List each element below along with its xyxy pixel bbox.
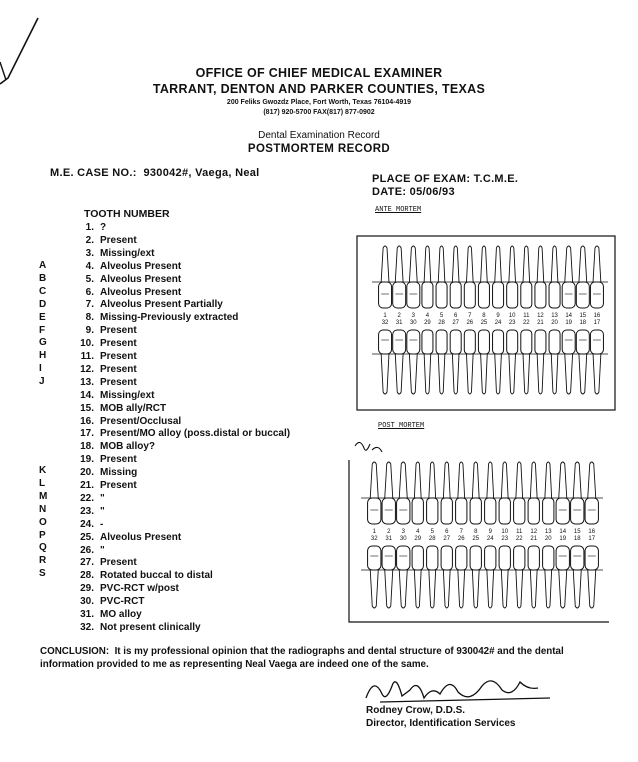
primary-tooth-letter: O — [39, 516, 47, 528]
tooth-description: Missing/ext — [100, 247, 155, 259]
tooth-number: 25. — [80, 531, 94, 543]
tooth-description: " — [100, 544, 105, 556]
upper-tooth — [393, 246, 406, 308]
record-subtype: POSTMORTEM RECORD — [247, 143, 391, 155]
upper-tooth-number: 6 — [445, 529, 449, 535]
upper-tooth-number: 9 — [488, 529, 492, 535]
tooth-number: 23. — [80, 505, 94, 517]
tooth-description: Not present clinically — [100, 621, 201, 633]
upper-tooth — [441, 462, 452, 524]
tooth-number: 14. — [80, 389, 94, 401]
tooth-number: 6. — [85, 286, 94, 298]
lower-tooth-number: 25 — [480, 320, 488, 326]
upper-tooth — [412, 462, 423, 524]
upper-tooth — [528, 462, 539, 524]
tooth-number: 32. — [80, 621, 94, 633]
primary-tooth-letter: H — [39, 350, 47, 362]
tooth-number: 20. — [80, 467, 94, 479]
tooth-number: 31. — [80, 609, 94, 620]
tooth-description: MOB alloy? — [100, 441, 156, 453]
lower-tooth — [493, 330, 504, 394]
tooth-number: 30. — [80, 596, 94, 608]
conclusion-text: It is my professional opinion that the radiographs and dental structure of 930042# and the dental information provided to me as representing Neal Vaega are indeed one of the same. — [40, 646, 564, 670]
upper-tooth-number: 3 — [411, 313, 415, 319]
lower-tooth-number: 28 — [428, 536, 436, 542]
primary-tooth-letter: S — [39, 568, 46, 580]
upper-tooth — [485, 462, 496, 524]
tooth-description: Present — [100, 234, 137, 246]
tooth-number: 5. — [85, 273, 94, 285]
office-address: 200 Feliks Gwozdz Place, Fort Worth, Texas 76104-4919 — [226, 99, 412, 106]
case-number — [50, 167, 260, 179]
lower-tooth-number: 30 — [399, 536, 407, 542]
lower-tooth — [507, 330, 518, 394]
upper-tooth — [507, 246, 518, 308]
tooth-number: 1. — [85, 222, 94, 233]
tooth-description: Present/MO alloy (poss.distal or buccal) — [100, 428, 291, 440]
upper-tooth-number: 1 — [383, 313, 387, 319]
lower-tooth-number: 23 — [508, 320, 516, 326]
place-label: PLACE OF EXAM: — [372, 173, 471, 185]
tooth-number: 7. — [85, 299, 94, 311]
tooth-description: PVC-RCT — [100, 596, 145, 608]
lower-tooth — [450, 330, 461, 394]
lower-tooth-number: 26 — [466, 320, 474, 326]
lower-tooth — [521, 330, 532, 394]
tooth-description: Present/Occlusal — [100, 415, 182, 427]
tooth-description: MO alloy — [100, 609, 142, 620]
lower-tooth-number: 32 — [370, 536, 378, 542]
tooth-description: Alveolus Present — [100, 531, 182, 543]
tooth-description: Rotated buccal to distal — [100, 570, 213, 582]
upper-tooth — [585, 462, 598, 524]
tooth-description: PVC-RCT w/post — [100, 583, 179, 595]
primary-tooth-letter: F — [39, 324, 46, 336]
upper-tooth-number: 2 — [387, 529, 391, 535]
lower-tooth — [485, 546, 496, 608]
lower-tooth — [585, 546, 598, 608]
lower-tooth — [576, 330, 589, 394]
lower-tooth — [368, 546, 381, 608]
signature — [360, 668, 560, 710]
ante-mortem-title: ANTE MORTEM — [375, 206, 422, 214]
lower-tooth-number: 22 — [515, 536, 523, 542]
lower-tooth-number: 28 — [438, 320, 445, 326]
tooth-number: 2. — [85, 234, 94, 246]
lower-tooth-number: 23 — [501, 536, 509, 542]
upper-tooth-number: 8 — [482, 313, 486, 319]
tooth-description: Present — [100, 363, 137, 375]
upper-tooth — [379, 246, 392, 308]
tooth-description: Present — [100, 351, 137, 362]
upper-tooth-number: 7 — [468, 313, 472, 319]
tooth-number: 11. — [80, 351, 94, 362]
primary-tooth-letter: A — [39, 260, 47, 271]
tooth-description: Alveolus Present — [100, 286, 182, 298]
lower-tooth-number: 20 — [551, 320, 558, 326]
primary-tooth-letter: Q — [39, 542, 47, 554]
upper-tooth-number: 5 — [430, 529, 434, 535]
upper-tooth — [407, 246, 420, 308]
case-value: 930042#, Vaega, Neal — [143, 167, 260, 179]
lower-tooth-number: 17 — [593, 320, 601, 326]
upper-tooth — [427, 462, 438, 524]
lower-tooth-number: 26 — [457, 536, 465, 542]
tooth-number: 4. — [85, 260, 94, 272]
upper-tooth — [549, 246, 560, 308]
upper-tooth — [382, 462, 395, 524]
upper-tooth — [368, 462, 381, 524]
upper-tooth — [450, 246, 461, 308]
tooth-number: 29. — [80, 583, 94, 595]
tooth-description: Alveolus Present — [100, 273, 182, 285]
corner-check-mark — [0, 0, 60, 95]
primary-tooth-letter: E — [39, 311, 46, 323]
primary-tooth-letter: P — [39, 529, 46, 541]
upper-tooth-number: 2 — [397, 313, 401, 319]
upper-tooth — [464, 246, 475, 308]
lower-tooth-number: 21 — [530, 536, 538, 542]
post-mortem-title: POST MORTEM — [378, 422, 425, 430]
lower-tooth-number: 31 — [395, 320, 403, 326]
primary-tooth-letter: G — [39, 337, 47, 349]
upper-tooth-number: 1 — [372, 529, 376, 535]
lower-tooth — [528, 546, 539, 608]
lower-tooth — [397, 546, 410, 608]
counties-title: TARRANT, DENTON AND PARKER COUNTIES, TEXAS — [152, 82, 486, 96]
upper-tooth — [422, 246, 433, 308]
lower-tooth — [441, 546, 452, 608]
tooth-number: 8. — [85, 312, 94, 324]
tooth-description: - — [100, 518, 104, 530]
tooth-number: 19. — [80, 454, 94, 466]
lower-tooth-number: 24 — [494, 320, 502, 326]
upper-tooth — [499, 462, 510, 524]
upper-tooth — [521, 246, 532, 308]
upper-tooth — [493, 246, 504, 308]
office-phone: (817) 920-5700 FAX(817) 877-0902 — [263, 109, 375, 116]
ante-mortem-dental-chart — [356, 222, 618, 418]
upper-tooth-number: 10 — [508, 313, 516, 319]
upper-tooth-number: 11 — [516, 529, 523, 535]
tooth-description: " — [100, 505, 105, 517]
lower-tooth-number: 18 — [579, 320, 587, 326]
tooth-description: " — [100, 492, 105, 504]
upper-tooth-number: 15 — [573, 529, 581, 535]
tooth-description: Present — [100, 454, 137, 466]
handwritten-annotation — [352, 436, 386, 466]
primary-tooth-letter: I — [39, 363, 42, 375]
lower-tooth — [470, 546, 481, 608]
tooth-number: 12. — [80, 363, 94, 375]
upper-tooth — [535, 246, 546, 308]
upper-tooth-number: 14 — [565, 313, 573, 319]
tooth-description: Missing/ext — [100, 389, 155, 401]
upper-tooth-number: 6 — [454, 313, 458, 319]
upper-tooth-number: 9 — [496, 313, 500, 319]
lower-tooth — [464, 330, 475, 394]
lower-tooth — [571, 546, 584, 608]
upper-tooth — [590, 246, 603, 308]
lower-tooth-number: 32 — [381, 320, 389, 326]
tooth-description: Present — [100, 376, 137, 388]
tooth-number-heading: TOOTH NUMBER — [84, 208, 170, 220]
tooth-number: 21. — [80, 480, 94, 491]
tooth-description: Present — [100, 325, 137, 337]
primary-tooth-letter: R — [39, 555, 47, 567]
tooth-number: 16. — [80, 415, 94, 427]
lower-tooth-number: 31 — [385, 536, 393, 542]
upper-tooth-number: 13 — [544, 529, 552, 535]
upper-tooth — [562, 246, 575, 308]
lower-tooth-number: 24 — [486, 536, 494, 542]
lower-tooth — [556, 546, 569, 608]
upper-tooth-number: 14 — [559, 529, 567, 535]
upper-tooth-number: 15 — [579, 313, 587, 319]
tooth-description: Alveolus Present — [100, 260, 182, 272]
lower-tooth — [543, 546, 554, 608]
tooth-description: ? — [100, 222, 107, 233]
upper-tooth-number: 10 — [501, 529, 509, 535]
tooth-description: Missing-Previously extracted — [100, 312, 239, 324]
lower-tooth-number: 21 — [537, 320, 544, 326]
tooth-number: 22. — [80, 492, 94, 504]
upper-tooth-number: 7 — [459, 529, 463, 535]
lower-tooth-number: 30 — [409, 320, 417, 326]
upper-tooth — [397, 462, 410, 524]
upper-tooth-number: 11 — [523, 313, 530, 319]
upper-tooth — [514, 462, 525, 524]
lower-tooth-number: 20 — [544, 536, 552, 542]
upper-tooth-number: 13 — [551, 313, 558, 319]
tooth-number: 24. — [80, 518, 94, 530]
lower-tooth — [456, 546, 467, 608]
post-mortem-dental-chart — [345, 438, 613, 632]
primary-tooth-letter: C — [39, 285, 47, 297]
primary-tooth-letter: N — [39, 503, 47, 515]
tooth-number: 10. — [80, 338, 94, 350]
tooth-description: Alveolus Present Partially — [100, 299, 223, 311]
lower-tooth — [393, 330, 406, 394]
lower-tooth — [514, 546, 525, 608]
primary-tooth-letter: M — [39, 490, 48, 502]
lower-tooth — [407, 330, 420, 394]
lower-tooth — [478, 330, 489, 394]
primary-tooth-letter: J — [39, 376, 45, 388]
tooth-number: 13. — [80, 376, 94, 388]
lower-tooth — [590, 330, 603, 394]
lower-tooth — [412, 546, 423, 608]
lower-tooth-number: 27 — [443, 536, 451, 542]
case-label: M.E. CASE NO.: — [50, 167, 137, 179]
record-type: Dental Examination Record — [258, 130, 380, 141]
tooth-description: Present — [100, 557, 137, 569]
lower-tooth — [562, 330, 575, 394]
tooth-number: 26. — [80, 544, 94, 556]
upper-tooth-number: 16 — [593, 313, 601, 319]
upper-tooth — [571, 462, 584, 524]
signer-name: Rodney Crow, D.D.S. — [366, 705, 466, 716]
tooth-number: 27. — [80, 557, 94, 569]
tooth-description: MOB ally/RCT — [100, 402, 167, 414]
tooth-description: Present — [100, 480, 137, 491]
primary-tooth-letter: L — [39, 477, 46, 489]
lower-tooth — [549, 330, 560, 394]
upper-tooth — [470, 462, 481, 524]
upper-tooth-number: 8 — [474, 529, 478, 535]
lower-tooth — [427, 546, 438, 608]
upper-tooth — [478, 246, 489, 308]
tooth-number: 3. — [85, 247, 94, 259]
lower-tooth-number: 18 — [573, 536, 581, 542]
upper-tooth — [543, 462, 554, 524]
lower-tooth-number: 29 — [424, 320, 431, 326]
lower-tooth-number: 27 — [452, 320, 460, 326]
lower-tooth-number: 25 — [472, 536, 480, 542]
upper-tooth-number: 4 — [416, 529, 420, 535]
upper-tooth-number: 12 — [530, 529, 538, 535]
lower-tooth-number: 19 — [565, 320, 573, 326]
tooth-number: 28. — [80, 570, 94, 582]
lower-tooth — [379, 330, 392, 394]
lower-tooth — [535, 330, 546, 394]
date-label: DATE: — [372, 186, 407, 198]
lower-tooth — [422, 330, 433, 394]
lower-tooth-number: 22 — [522, 320, 530, 326]
tooth-number: 18. — [80, 441, 94, 453]
primary-tooth-letter: D — [39, 298, 47, 310]
tooth-description: Present — [100, 338, 137, 350]
signer-title: Director, Identification Services — [366, 718, 516, 729]
primary-tooth-letter: B — [39, 272, 47, 284]
upper-tooth-number: 3 — [401, 529, 405, 535]
lower-tooth — [382, 546, 395, 608]
upper-tooth — [436, 246, 447, 308]
upper-tooth — [556, 462, 569, 524]
place-value: T.C.M.E. — [473, 173, 519, 185]
upper-tooth — [456, 462, 467, 524]
upper-tooth-number: 16 — [588, 529, 596, 535]
conclusion-label: CONCLUSION: — [40, 646, 110, 657]
tooth-number: 9. — [85, 325, 94, 337]
tooth-number: 15. — [80, 402, 94, 414]
primary-tooth-letter: K — [39, 465, 47, 476]
upper-tooth — [576, 246, 589, 308]
exam-date — [372, 186, 455, 198]
lower-tooth-number: 19 — [559, 536, 567, 542]
office-title: OFFICE OF CHIEF MEDICAL EXAMINER — [195, 66, 443, 80]
tooth-description: Missing — [100, 467, 138, 479]
lower-tooth-number: 29 — [414, 536, 422, 542]
lower-tooth-number: 17 — [588, 536, 596, 542]
tooth-number: 17. — [80, 428, 94, 440]
date-value: 05/06/93 — [409, 186, 455, 198]
lower-tooth — [436, 330, 447, 394]
upper-tooth-number: 12 — [537, 313, 544, 319]
upper-tooth-number: 5 — [439, 313, 444, 319]
place-of-exam — [372, 173, 518, 185]
lower-tooth — [499, 546, 510, 608]
upper-tooth-number: 4 — [425, 313, 430, 319]
